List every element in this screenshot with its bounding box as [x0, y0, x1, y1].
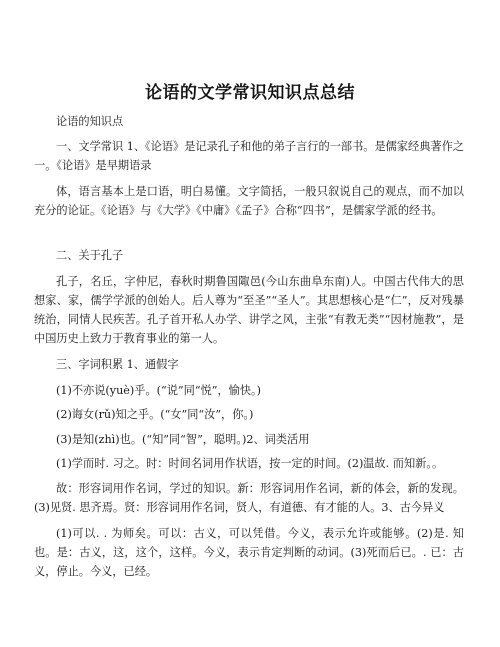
paragraph-tongjia-2: (2)诲女(rǔ)知之乎。(“女”同“汝”，你。)	[56, 408, 254, 421]
paragraph-word-class-1: (1)学而时. 习之。时：时间名词用作状语，按一定的时间。(2)温故. 而知新。。	[56, 457, 444, 470]
paragraph-subtitle: 论语的知识点	[56, 115, 124, 128]
paragraph-heading-vocabulary: 三、字词积累 1、通假字	[56, 358, 179, 371]
paragraph-heading-confucius: 二、关于孔子	[56, 249, 124, 262]
paragraph-tongjia-1: (1)不亦说(yuè)乎。(“说”同“悦”，愉快。)	[56, 384, 261, 397]
paragraph-confucius: 孔子，名丘，字仲尼，春秋时期鲁国陬邑(今山东曲阜东南)人。中国古代伟大的思想家、家，儒学学派的创始人。后人尊为“至圣”“圣人”。其思想核心是“仁”，反对残暴统治，同情人民疾苦。孔子首开私人办学、讲学之风，主张“有教无类”“因材施教”，是中国历史上致力于教育事业的第一人。	[34, 275, 464, 345]
paragraph-ancient-modern: (1)可以. . 为师矣。可以：古义，可以凭借。今义，表示允许或能够。(2)是. 知也。是：古义，这，这个，这样。今义，表示肯定判断的动词。(3)死而后已。. 已：古义，停止。今义，已经。	[34, 527, 464, 578]
paragraph-tongjia-3: (3)是知(zhì)也。(“知”同“智”，聪明。)2、词类活用	[56, 433, 310, 446]
paragraph-literary-knowledge: 一、文学常识 1、《论语》是记录孔子和他的弟子言行的一部书。是儒家经典著作之一。《论语》是早期语录	[34, 140, 464, 172]
paragraph-word-class-2: 故：形容词用作名词，学过的知识。新：形容词用作名词，新的体会，新的发现。(3)见贤. 思齐焉。贤：形容词用作名词，贤人，有道德、有才能的人。3、古今异义	[34, 482, 464, 514]
paragraph-style: 体，语言基本上是口语，明白易懂。文字简括，一般只叙说自己的观点，而不加以充分的论证。《论语》与《大学》《中庸》《孟子》合称“四书”，是儒家学派的经书。	[34, 185, 464, 217]
page-title: 论语的文学常识知识点总结	[145, 83, 355, 103]
